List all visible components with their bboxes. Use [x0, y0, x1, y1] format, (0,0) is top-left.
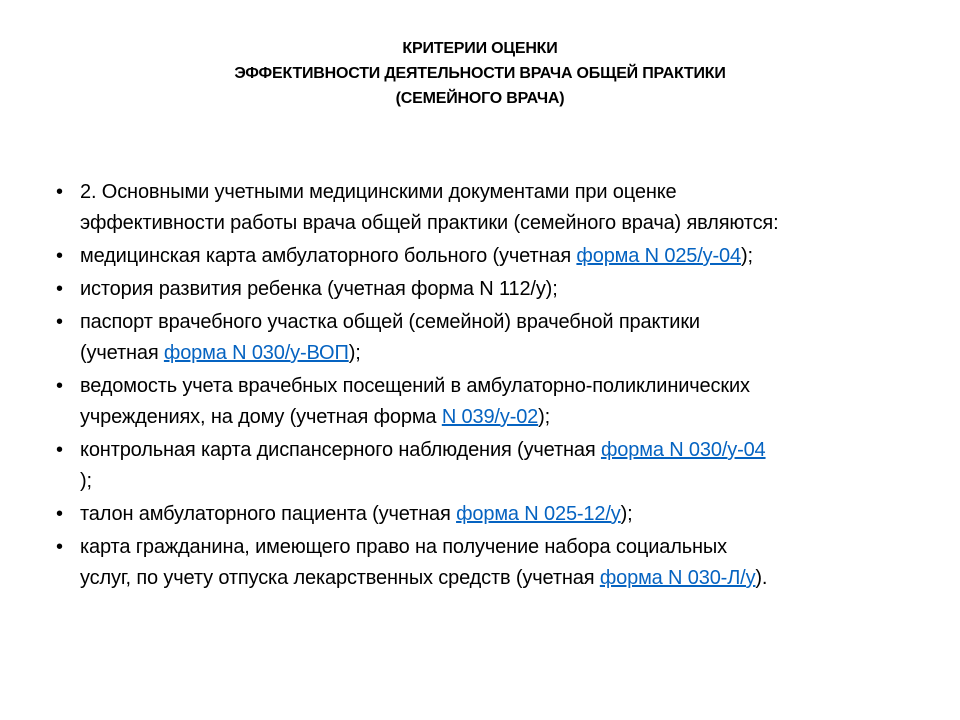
list-item-form-030-l	[56, 532, 916, 594]
item-text: история развития ребенка (учетная форма N 112/у);	[80, 278, 558, 300]
form-039-link[interactable]: N 039/у-02	[441, 406, 539, 428]
intro-line-1: 2. Основными учетными медицинскими документами при оценке	[80, 181, 677, 203]
title-line-1: КРИТЕРИИ ОЦЕНКИ	[402, 40, 558, 57]
bullet-icon: •	[56, 439, 63, 461]
document-list	[56, 177, 916, 596]
bullet-icon: •	[56, 311, 63, 333]
list-item-form-025-12	[56, 499, 916, 530]
title-line-3: (СЕМЕЙНОГО ВРАЧА)	[395, 90, 565, 107]
form-025-12-link[interactable]: форма N 025-12/у	[456, 503, 621, 525]
bullet-icon: •	[56, 503, 63, 525]
item-text: услуг, по учету отпуска лекарственных средств (учетная	[80, 567, 600, 589]
item-text: контрольная карта диспансерного наблюдения (учетная	[80, 439, 601, 461]
item-text-line-1: карта гражданина, имеющего право на получение набора социальных	[80, 536, 727, 558]
form-030-vop-link[interactable]: форма N 030/у-ВОП	[163, 342, 349, 364]
item-text: талон амбулаторного пациента (учетная	[80, 503, 457, 525]
bullet-icon: •	[56, 181, 63, 203]
list-item-form-025	[56, 241, 916, 272]
list-item-form-030-04	[56, 435, 916, 497]
item-text-end: );	[538, 406, 551, 428]
title-line-2: ЭФФЕКТИВНОСТИ ДЕЯТЕЛЬНОСТИ ВРАЧА ОБЩЕЙ ПРАКТИКИ	[234, 65, 726, 82]
item-text: учреждениях, на дому (учетная форма	[80, 406, 442, 428]
form-030-04-link[interactable]: форма N 030/у-04	[600, 439, 766, 461]
slide-title	[0, 36, 960, 111]
item-text-end: );	[348, 342, 361, 364]
bullet-icon: •	[56, 536, 63, 558]
item-text: медицинская карта амбулаторного больного (учетная	[80, 245, 577, 267]
item-text-end: );	[80, 470, 92, 492]
item-text: (учетная	[80, 342, 164, 364]
bullet-icon: •	[56, 278, 63, 300]
item-text-end: );	[741, 245, 753, 267]
list-item-form-112	[56, 274, 916, 305]
list-item-intro	[56, 177, 916, 239]
list-item-form-030-vop	[56, 307, 916, 369]
item-text-end: ).	[755, 567, 768, 589]
intro-line-2: эффективности работы врача общей практики (семейного врача) являются:	[80, 212, 779, 234]
item-text-line-1: паспорт врачебного участка общей (семейной) врачебной практики	[80, 311, 700, 333]
form-025-link[interactable]: форма N 025/у-04	[576, 245, 741, 267]
bullet-icon: •	[56, 245, 63, 267]
list-item-form-039	[56, 371, 916, 433]
item-text-end: );	[620, 503, 633, 525]
bullet-icon: •	[56, 375, 63, 397]
item-text-line-1: ведомость учета врачебных посещений в амбулаторно-поликлинических	[80, 375, 750, 397]
form-030-l-link[interactable]: форма N 030-Л/у	[599, 567, 756, 589]
